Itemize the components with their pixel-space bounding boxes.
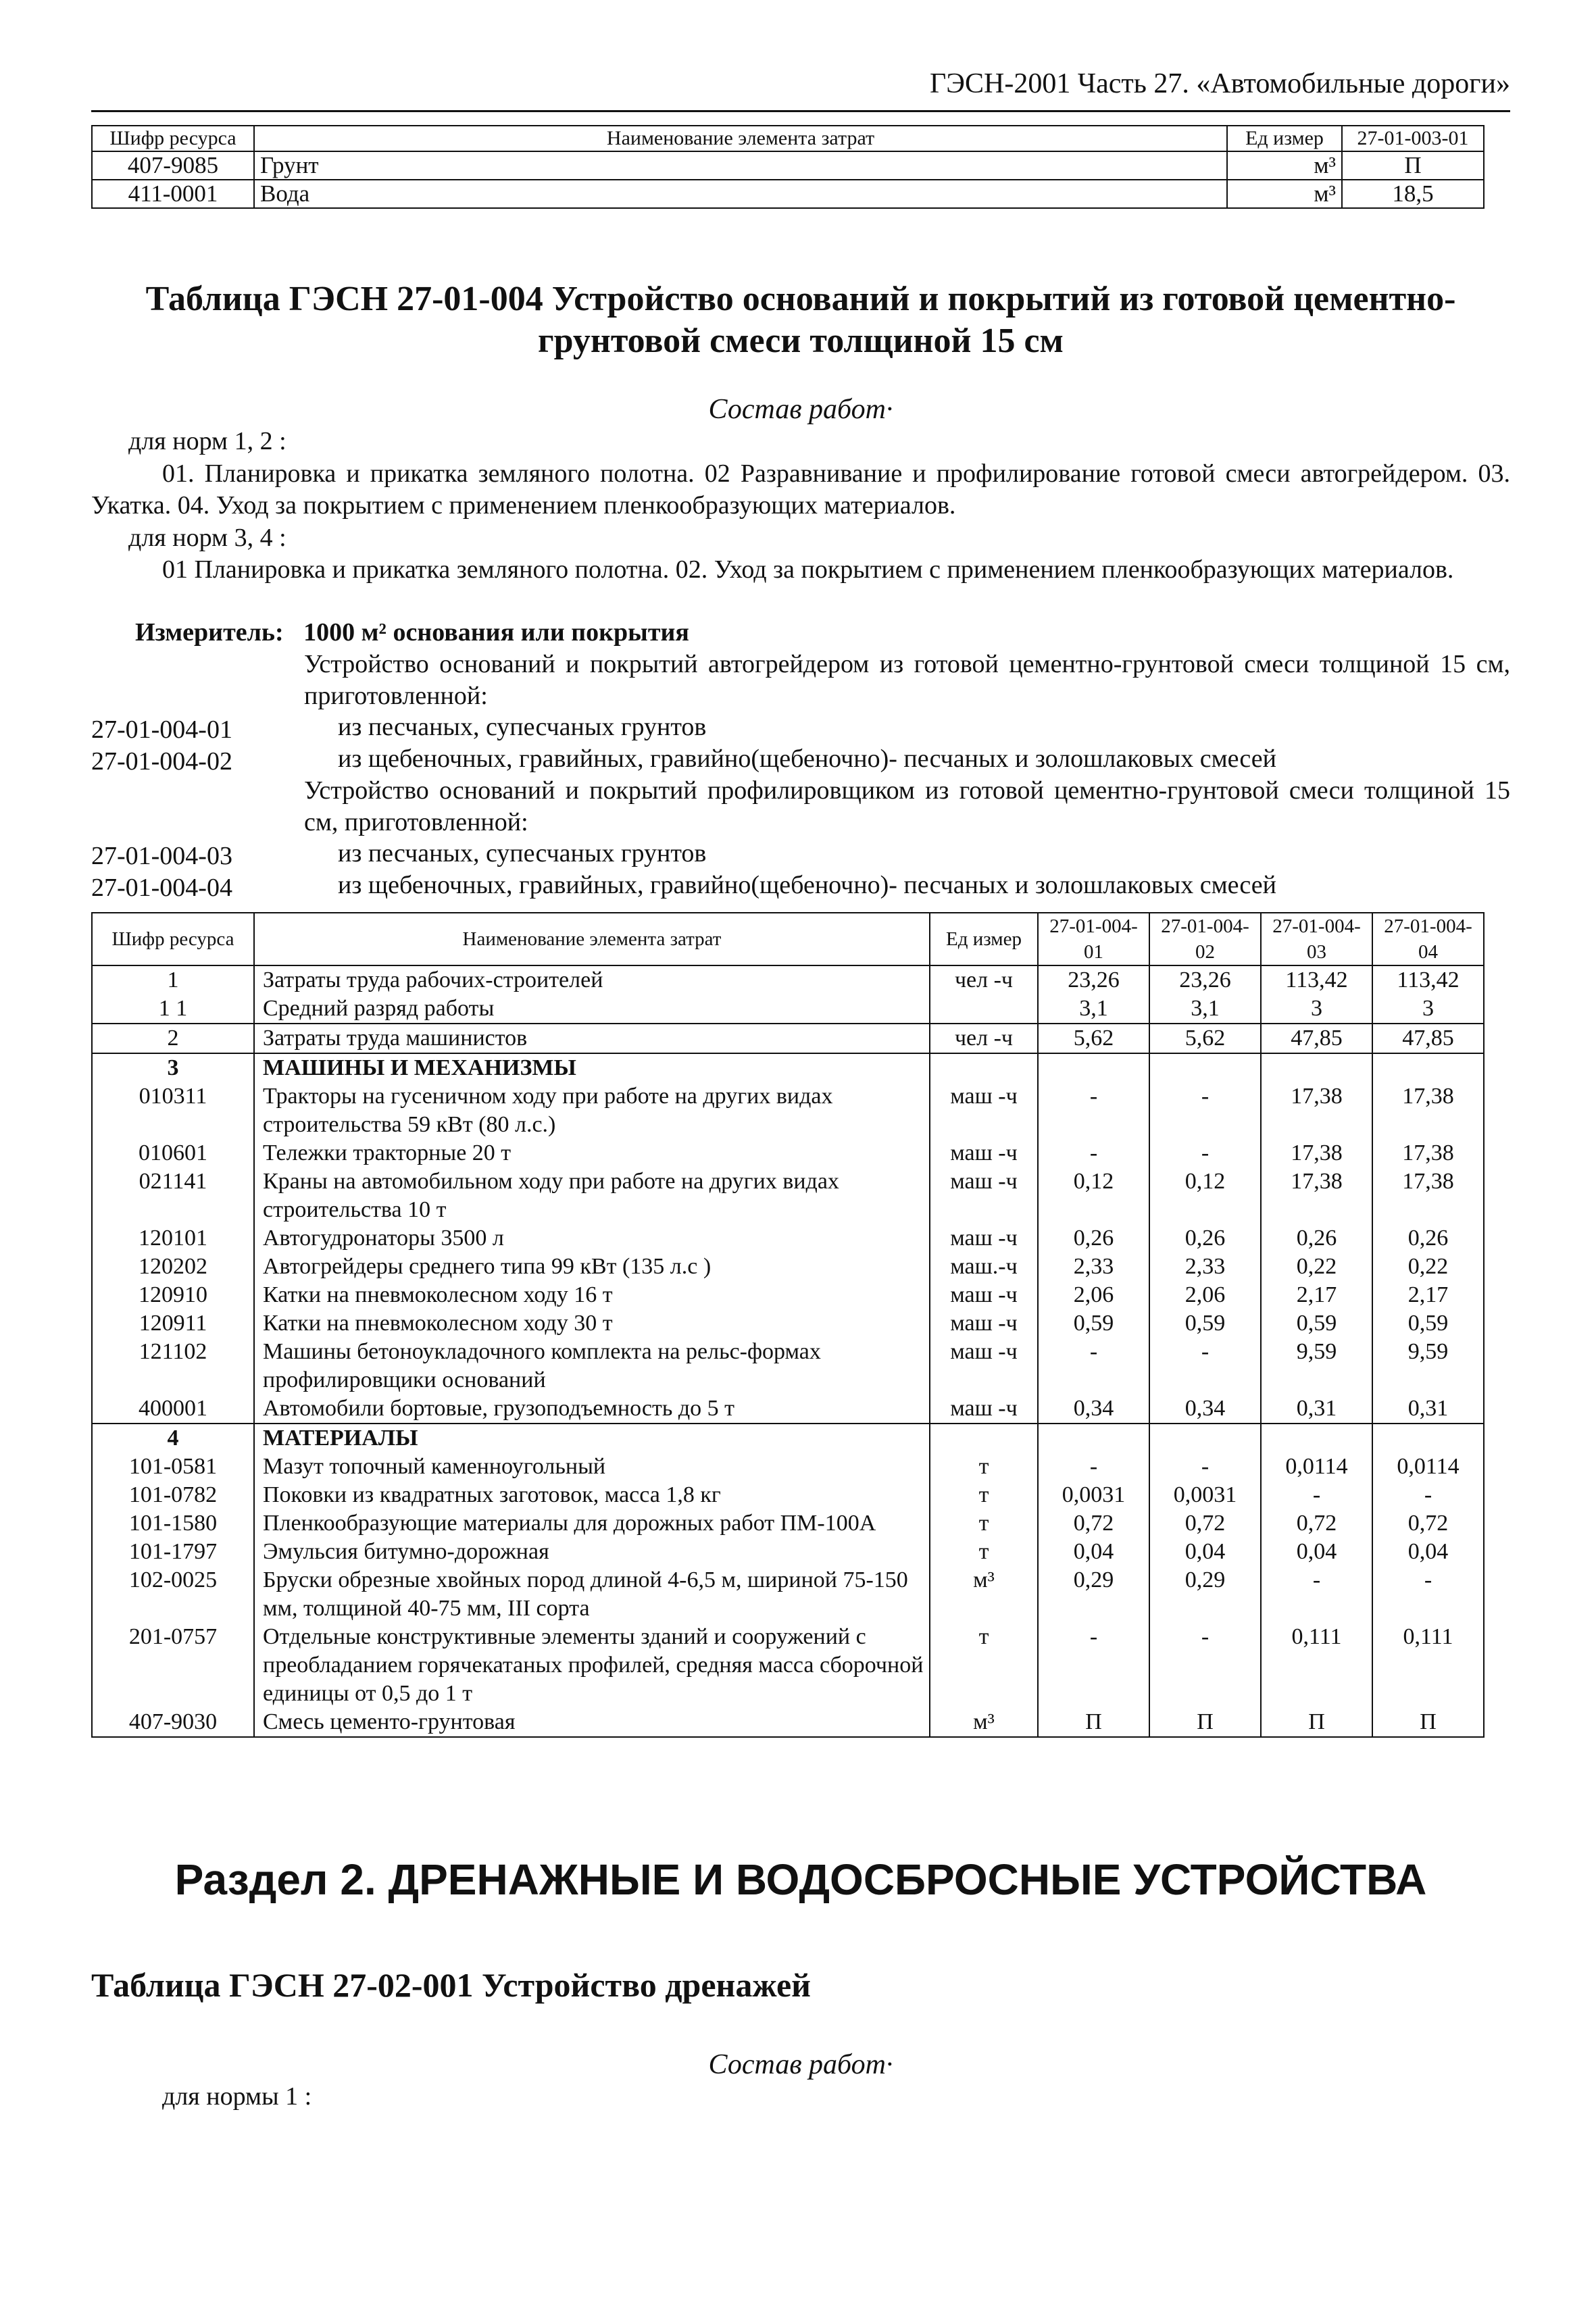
cell-unit: маш -ч xyxy=(930,1394,1038,1424)
cell-value: 0,04 xyxy=(1149,1538,1261,1566)
cell-value: 17,38 xyxy=(1372,1139,1484,1167)
cell-value: 47,85 xyxy=(1261,1024,1372,1053)
resource-table-003 xyxy=(91,125,1485,209)
cell-value xyxy=(1149,1424,1261,1453)
cell-unit: м³ xyxy=(1227,180,1342,208)
cell-unit: м³ xyxy=(930,1708,1038,1737)
norms-34-label: для норм 3, 4 : xyxy=(128,524,286,552)
cell-name: Средний разряд работы xyxy=(254,995,930,1024)
cell-value: 0,0114 xyxy=(1261,1453,1372,1481)
table-row xyxy=(92,1082,1484,1139)
cell-value: - xyxy=(1261,1566,1372,1623)
cell-unit: м³ xyxy=(930,1566,1038,1623)
cell-value: 0,59 xyxy=(1038,1309,1149,1338)
col-header-name: Наименование элемента затрат xyxy=(254,913,930,965)
table-row xyxy=(92,151,1484,180)
cell-value: 0,31 xyxy=(1372,1394,1484,1424)
cell-code: 010601 xyxy=(92,1139,254,1167)
cell-value xyxy=(1372,1053,1484,1082)
cell-value xyxy=(1261,1053,1372,1082)
cell-name: Затраты труда рабочих-строителей xyxy=(254,965,930,995)
col-header-norm: 27-01-003-01 xyxy=(1342,126,1484,151)
cell-code: 101-1797 xyxy=(92,1538,254,1566)
table-row xyxy=(92,1224,1484,1253)
cell-value: - xyxy=(1149,1338,1261,1394)
cell-value: 3 xyxy=(1261,995,1372,1024)
cell-value xyxy=(1372,1424,1484,1453)
cell-unit: маш.-ч xyxy=(930,1253,1038,1281)
table-row xyxy=(92,1509,1484,1538)
cell-value: 2,33 xyxy=(1038,1253,1149,1281)
cell-value: П xyxy=(1038,1708,1149,1737)
cell-unit: маш -ч xyxy=(930,1139,1038,1167)
cell-value: 0,22 xyxy=(1372,1253,1484,1281)
cell-value: 9,59 xyxy=(1261,1338,1372,1394)
col-header-unit: Ед измер xyxy=(1227,126,1342,151)
cell-value: 0,72 xyxy=(1372,1509,1484,1538)
cell-value: 0,22 xyxy=(1261,1253,1372,1281)
col-header-code: Шифр ресурса xyxy=(92,913,254,965)
next-table-title: Таблица ГЭСН 27-02-001 Устройство дренажей xyxy=(91,1966,811,2004)
cell-value: 5,62 xyxy=(1149,1024,1261,1053)
cell-value: 0,72 xyxy=(1261,1509,1372,1538)
table-title-line: Таблица ГЭСН 27-01-004 Устройство оснований и покрытий из готовой цементно- xyxy=(145,280,1456,318)
cell-code: 201-0757 xyxy=(92,1623,254,1708)
cell-value: - xyxy=(1149,1623,1261,1708)
section-title: Раздел 2. ДРЕНАЖНЫЕ И ВОДОСБРОСНЫЕ УСТРОЙСТВА xyxy=(174,1855,1427,1904)
cell-unit: маш -ч xyxy=(930,1281,1038,1309)
cell-name: Автомобили бортовые, грузоподъемность до 5 т xyxy=(254,1394,930,1424)
table-row xyxy=(92,1453,1484,1481)
cell-unit: т xyxy=(930,1509,1038,1538)
cell-name: Бруски обрезные хвойных пород длиной 4-6,5 м, шириной 75-150 мм, толщиной 40-75 мм, III сорта xyxy=(254,1566,930,1623)
cell-code: 102-0025 xyxy=(92,1566,254,1623)
cell-name: Грунт xyxy=(254,151,1227,180)
cell-value: 0,0114 xyxy=(1372,1453,1484,1481)
cell-value: 0,26 xyxy=(1149,1224,1261,1253)
cell-code: 1 1 xyxy=(92,995,254,1024)
cell-value: 0,72 xyxy=(1149,1509,1261,1538)
cell-unit: маш -ч xyxy=(930,1338,1038,1394)
cell-unit: т xyxy=(930,1538,1038,1566)
composition-heading-2: Состав работ· xyxy=(708,2049,893,2080)
cell-value: 0,59 xyxy=(1372,1309,1484,1338)
cell-value: 2,17 xyxy=(1372,1281,1484,1309)
table-row xyxy=(92,1139,1484,1167)
table-row xyxy=(92,995,1484,1024)
cell-code: 101-0581 xyxy=(92,1453,254,1481)
cell-value: 9,59 xyxy=(1372,1338,1484,1394)
cell-unit: т xyxy=(930,1481,1038,1509)
cell-name: МАШИНЫ И МЕХАНИЗМЫ xyxy=(254,1053,930,1082)
cell-value: 5,62 xyxy=(1038,1024,1149,1053)
cell-value: 3,1 xyxy=(1149,995,1261,1024)
cell-value: 0,12 xyxy=(1149,1167,1261,1224)
cell-value: - xyxy=(1372,1481,1484,1509)
cell-code: 120202 xyxy=(92,1253,254,1281)
cell-name: Мазут топочный каменноугольный xyxy=(254,1453,930,1481)
cell-value xyxy=(1149,1053,1261,1082)
cell-code: 101-0782 xyxy=(92,1481,254,1509)
cell-value: 3 xyxy=(1372,995,1484,1024)
cell-value: - xyxy=(1149,1453,1261,1481)
table-row xyxy=(92,1309,1484,1338)
cell-value xyxy=(1038,1424,1149,1453)
col-header-norm: 27-01-004-03 xyxy=(1261,913,1372,965)
cell-value: 0,59 xyxy=(1149,1309,1261,1338)
cell-value: 0,0031 xyxy=(1149,1481,1261,1509)
cell-value: 3,1 xyxy=(1038,995,1149,1024)
norm-description: из песчаных, супесчаных грунтов xyxy=(338,839,707,867)
cell-code: 411-0001 xyxy=(92,180,254,208)
cell-value: 17,38 xyxy=(1372,1082,1484,1139)
cell-name: Смесь цементо-грунтовая xyxy=(254,1708,930,1737)
cell-value: - xyxy=(1038,1139,1149,1167)
cell-value: 23,26 xyxy=(1038,965,1149,995)
cell-code: 120911 xyxy=(92,1309,254,1338)
norm1-label: для нормы 1 : xyxy=(162,2082,312,2111)
cell-unit: чел -ч xyxy=(930,965,1038,995)
table-row xyxy=(92,1566,1484,1623)
cell-unit: маш -ч xyxy=(930,1082,1038,1139)
cell-name: Эмульсия битумно-дорожная xyxy=(254,1538,930,1566)
cell-unit xyxy=(930,1424,1038,1453)
running-header: ГЭСН-2001 Часть 27. «Автомобильные дороги» xyxy=(930,68,1510,99)
cell-name: Катки на пневмоколесном ходу 30 т xyxy=(254,1309,930,1338)
cell-value: П xyxy=(1342,151,1484,180)
cell-value: 0,04 xyxy=(1372,1538,1484,1566)
cell-name: Катки на пневмоколесном ходу 16 т xyxy=(254,1281,930,1309)
cell-value xyxy=(1038,1053,1149,1082)
cell-value: 17,38 xyxy=(1261,1139,1372,1167)
cell-value xyxy=(1261,1424,1372,1453)
cell-value: 2,06 xyxy=(1038,1281,1149,1309)
cell-name: Отдельные конструктивные элементы зданий и сооружений с преобладанием горячекатаных профилей, средняя масса сборочной единицы от 0,5 до 1 т xyxy=(254,1623,930,1708)
cell-unit: т xyxy=(930,1453,1038,1481)
cell-value: 0,12 xyxy=(1038,1167,1149,1224)
norms-34-text: 01 Планировка и прикатка земляного полотна. 02. Уход за покрытием с применением пленкообразующих материалов. xyxy=(162,555,1454,584)
cell-value: 0,26 xyxy=(1038,1224,1149,1253)
cell-code: 101-1580 xyxy=(92,1509,254,1538)
cell-value: 23,26 xyxy=(1149,965,1261,995)
cell-value: П xyxy=(1372,1708,1484,1737)
table-row xyxy=(92,965,1484,995)
table-row xyxy=(92,1253,1484,1281)
cell-value: 0,72 xyxy=(1038,1509,1149,1538)
cell-code: 3 xyxy=(92,1053,254,1082)
cell-code: 407-9030 xyxy=(92,1708,254,1737)
cell-code: 120910 xyxy=(92,1281,254,1309)
cell-value: 0,29 xyxy=(1038,1566,1149,1623)
cell-value: 17,38 xyxy=(1372,1167,1484,1224)
table-row xyxy=(92,1024,1484,1053)
composition-heading: Состав работ· xyxy=(708,394,893,425)
cell-code: 010311 xyxy=(92,1082,254,1139)
norm-group-1: Устройство оснований и покрытий автогрейдером из готовой цементно-грунтовой смеси толщиной 15 см, приготовленной: xyxy=(304,650,1510,710)
cell-unit: м³ xyxy=(1227,151,1342,180)
cell-value: - xyxy=(1261,1481,1372,1509)
cell-value: 113,42 xyxy=(1261,965,1372,995)
cell-code: 2 xyxy=(92,1024,254,1053)
norm-description: из щебеночных, гравийных, гравийно(щебеночно)- песчаных и золошлаковых смесей xyxy=(338,745,1276,773)
measurer-value: 1000 м² основания или покрытия xyxy=(303,618,689,647)
table-row xyxy=(92,180,1484,208)
table-row xyxy=(92,1281,1484,1309)
cell-value: 0,59 xyxy=(1261,1309,1372,1338)
cell-value: 0,04 xyxy=(1261,1538,1372,1566)
cell-value: - xyxy=(1038,1082,1149,1139)
norm-description: из песчаных, супесчаных грунтов xyxy=(338,713,707,741)
cell-value: 0,111 xyxy=(1372,1623,1484,1708)
cell-value: 0,31 xyxy=(1261,1394,1372,1424)
cell-unit xyxy=(930,1053,1038,1082)
cell-code: 120101 xyxy=(92,1224,254,1253)
norm-code: 27-01-004-02 xyxy=(91,747,232,776)
col-header-name: Наименование элемента затрат xyxy=(254,126,1227,151)
cell-unit: маш -ч xyxy=(930,1224,1038,1253)
cell-value: 0,26 xyxy=(1261,1224,1372,1253)
cell-name: Тележки тракторные 20 т xyxy=(254,1139,930,1167)
cell-value: 2,17 xyxy=(1261,1281,1372,1309)
norm-description: из щебеночных, гравийных, гравийно(щебеночно)- песчаных и золошлаковых смесей xyxy=(338,871,1276,899)
norm-code: 27-01-004-01 xyxy=(91,715,232,744)
cell-value: 113,42 xyxy=(1372,965,1484,995)
cell-value: 0,26 xyxy=(1372,1224,1484,1253)
cell-value: - xyxy=(1038,1338,1149,1394)
cell-value: 0,04 xyxy=(1038,1538,1149,1566)
cell-name: Автогрейдеры среднего типа 99 кВт (135 л.с ) xyxy=(254,1253,930,1281)
cell-code: 4 xyxy=(92,1424,254,1453)
norm-code: 27-01-004-03 xyxy=(91,842,232,870)
norms-12-label: для норм 1, 2 : xyxy=(128,427,286,455)
table-title-line: грунтовой смеси толщиной 15 см xyxy=(538,322,1064,360)
table-row xyxy=(92,1053,1484,1082)
col-header-unit: Ед измер xyxy=(930,913,1038,965)
cell-value: - xyxy=(1038,1623,1149,1708)
cell-value: - xyxy=(1149,1139,1261,1167)
cell-name: Вода xyxy=(254,180,1227,208)
table-row xyxy=(92,1538,1484,1566)
cell-unit xyxy=(930,995,1038,1024)
cell-name: Машины бетоноукладочного комплекта на рельс-формах профилировщики оснований xyxy=(254,1338,930,1394)
cell-value: 0,34 xyxy=(1149,1394,1261,1424)
header-rule xyxy=(91,110,1510,112)
cell-unit: чел -ч xyxy=(930,1024,1038,1053)
cell-value: 18,5 xyxy=(1342,180,1484,208)
cell-value: 0,29 xyxy=(1149,1566,1261,1623)
cell-code: 400001 xyxy=(92,1394,254,1424)
cell-name: Краны на автомобильном ходу при работе на других видах строительства 10 т xyxy=(254,1167,930,1224)
col-header-norm: 27-01-004-01 xyxy=(1038,913,1149,965)
cell-name: Пленкообразующие материалы для дорожных работ ПМ-100А xyxy=(254,1509,930,1538)
cell-name: Автогудронаторы 3500 л xyxy=(254,1224,930,1253)
col-header-code: Шифр ресурса xyxy=(92,126,254,151)
cell-name: Тракторы на гусеничном ходу при работе на других видах строительства 59 кВт (80 л.с.) xyxy=(254,1082,930,1139)
table-row xyxy=(92,1394,1484,1424)
cell-value: 0,111 xyxy=(1261,1623,1372,1708)
table-row xyxy=(92,1424,1484,1453)
cell-code: 121102 xyxy=(92,1338,254,1394)
col-header-norm: 27-01-004-04 xyxy=(1372,913,1484,965)
norm-code: 27-01-004-04 xyxy=(91,874,232,902)
resource-table-004 xyxy=(91,912,1485,1738)
cell-code: 1 xyxy=(92,965,254,995)
cell-value: 2,06 xyxy=(1149,1281,1261,1309)
cell-value: - xyxy=(1149,1082,1261,1139)
cell-value: 47,85 xyxy=(1372,1024,1484,1053)
norms-12-text: 01. Планировка и прикатка земляного полотна. 02 Разравнивание и профилирование готовой смеси автогрейдером. 03. Укатка. 04. Уход за покрытием с применением пленкообразующих материалов. xyxy=(91,459,1510,520)
cell-code: 407-9085 xyxy=(92,151,254,180)
table-title xyxy=(91,278,1510,362)
table-row xyxy=(92,1623,1484,1708)
cell-value: П xyxy=(1149,1708,1261,1737)
cell-code: 021141 xyxy=(92,1167,254,1224)
cell-unit: т xyxy=(930,1623,1038,1708)
cell-value: - xyxy=(1038,1453,1149,1481)
cell-unit: маш -ч xyxy=(930,1167,1038,1224)
cell-value: - xyxy=(1372,1566,1484,1623)
cell-value: 17,38 xyxy=(1261,1167,1372,1224)
cell-unit: маш -ч xyxy=(930,1309,1038,1338)
table-row xyxy=(92,1708,1484,1737)
cell-name: МАТЕРИАЛЫ xyxy=(254,1424,930,1453)
cell-value: 2,33 xyxy=(1149,1253,1261,1281)
cell-value: 0,0031 xyxy=(1038,1481,1149,1509)
table-row xyxy=(92,1167,1484,1224)
norm-group-2: Устройство оснований и покрытий профилировщиком из готовой цементно-грунтовой смеси толщиной 15 см, приготовленной: xyxy=(304,776,1510,836)
cell-value: 0,34 xyxy=(1038,1394,1149,1424)
cell-value: П xyxy=(1261,1708,1372,1737)
table-row xyxy=(92,1481,1484,1509)
table-row xyxy=(92,1338,1484,1394)
cell-value: 17,38 xyxy=(1261,1082,1372,1139)
cell-name: Поковки из квадратных заготовок, масса 1,8 кг xyxy=(254,1481,930,1509)
measurer-label: Измеритель: xyxy=(135,618,284,647)
cell-name: Затраты труда машинистов xyxy=(254,1024,930,1053)
measurer xyxy=(135,617,689,649)
col-header-norm: 27-01-004-02 xyxy=(1149,913,1261,965)
